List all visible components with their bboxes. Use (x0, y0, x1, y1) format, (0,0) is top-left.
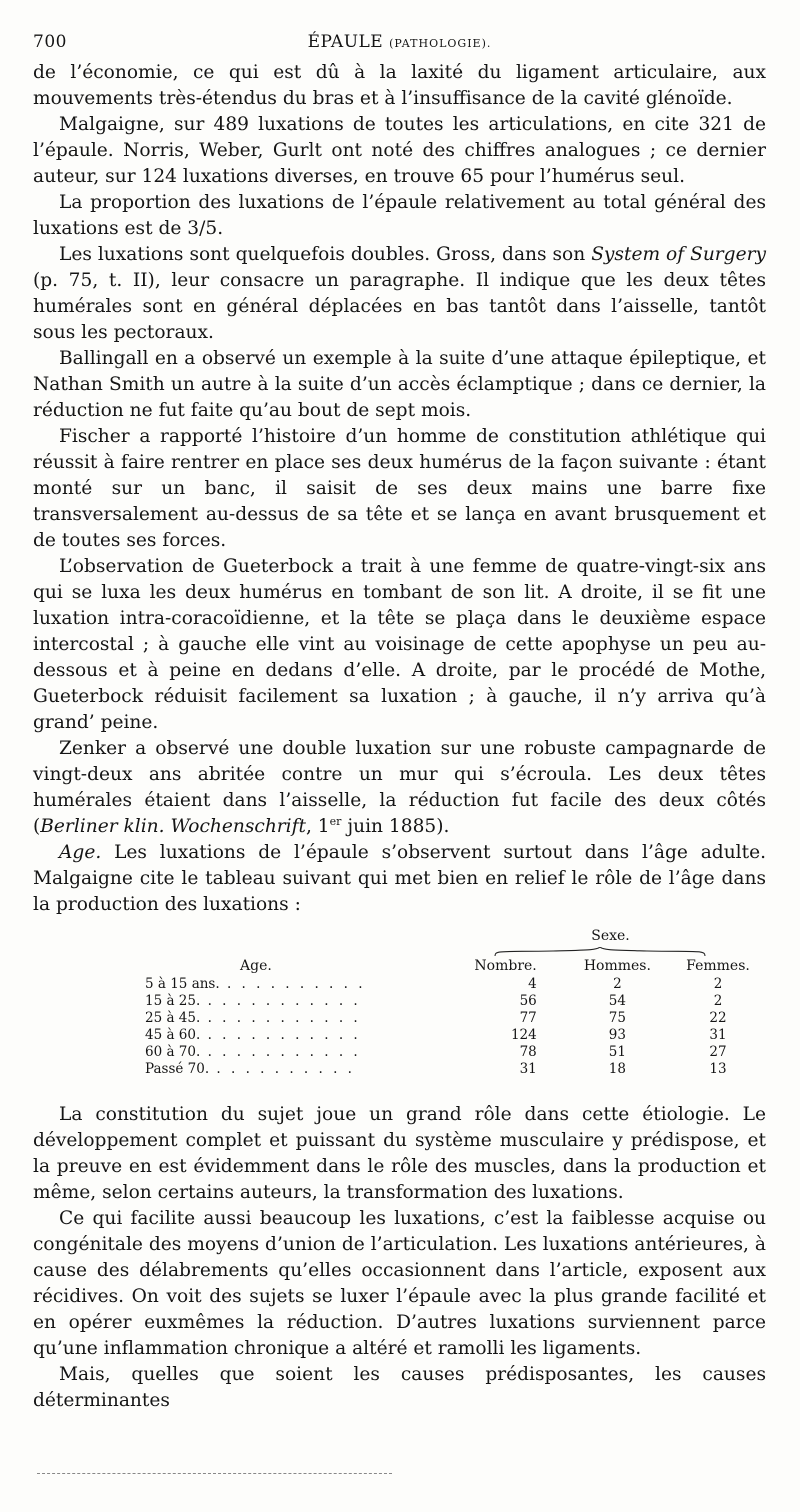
table-row: 15 à 25. . . . . . . . . . . . 56 54 2 (145, 993, 723, 1009)
paragraph-continuation: de l’économie, ce qui est dû à la laxité du ligament articulaire, aux mouvements très-étendus du bras et à l’insuffisance de la cavité glénoïde. (33, 62, 766, 109)
table-header-row (145, 956, 766, 976)
paragraph-age: Age. Les luxations de l’épaule s’observent surtout dans l’âge adulte. Malgaigne cite le tableau suivant qui met bien en relief le rôle de l’âge dans la production des luxations : (33, 842, 766, 915)
table-row: Passé 70. . . . . . . . . . . 31 18 13 (145, 1061, 727, 1077)
page (33, 32, 766, 1414)
page-header (33, 32, 766, 60)
brace-icon (493, 947, 708, 957)
footer-rule (37, 1473, 392, 1474)
paragraph-zenker: Zenker a observé une double luxation sur une robuste campagnarde de vingt-deux ans abritée contre un mur qui s’écroula. Les deux têtes humérales étaient dans l’aisselle, la réduction fut facile des deux côtés (Berliner klin. Wochenschrift, 1er juin 1885). (33, 738, 766, 837)
paragraph-faiblesse: Ce qui facilite aussi beaucoup les luxations, c’est la faiblesse acquise ou congénitale des moyens d’union de l’articulation. Les luxations antérieures, à cause des délabrements qu’elles occasionnent dans l’article, exposent aux récidives. On voit des sujets se luxer l’épaule avec la plus grande facilité et en opérer euxmêmes la réduction. D’autres luxations surviennent parce qu’une inflammation chronique a altéré et ramolli les ligaments. (33, 1208, 766, 1359)
col-nombre-header: Nombre. (474, 957, 537, 974)
paragraph-ballingall: Ballingall en a observé un exemple à la suite d’une attaque épileptique, et Nathan Smith un autre à la suite d’un accès éclamptique ; dans ce dernier, la réduction ne fut faite qu’au bout de sept mois. (33, 348, 766, 421)
running-title-sub: (PATHOLOGIE). (389, 37, 492, 50)
page-number: 700 (33, 32, 67, 52)
col-hommes-header: Hommes. (583, 957, 651, 974)
running-title (33, 32, 766, 52)
body-text-after-table (33, 1102, 766, 1414)
paragraph-malgaigne: Malgaigne, sur 489 luxations de toutes les articulations, en cite 321 de l’épaule. Norris, Weber, Gurlt ont noté des chiffres analogues ; ce dernier auteur, sur 124 luxations diverses, en trouve 65 pour l’humérus seul. (33, 114, 766, 187)
book-title: System of Surgery (591, 244, 766, 265)
journal-title: Berliner klin. Wochenschrift (40, 816, 306, 837)
paragraph-causes: Mais, quelles que soient les causes prédisposantes, les causes déterminantes (33, 1364, 766, 1411)
body-text (33, 60, 766, 918)
paragraph-gueterbock: L’observation de Gueterbock a trait à une femme de quatre-vingt-six ans qui se luxa les deux humérus en tombant de son lit. A droite, il se fit une luxation intra-coracoïdienne, et la tête se plaça dans le deuxième espace intercostal ; à gauche elle vint au voisinage de cette apophyse un peu au-dessous et à peine en dedans d’elle. A droite, par le procédé de Mothe, Gueterbock réduisit facilement sa luxation ; à gauche, il n’y arriva qu’à grand’ peine. (33, 556, 766, 733)
col-age-header: Age. (240, 957, 272, 974)
table-row: 25 à 45. . . . . . . . . . . . 77 75 22 (145, 1010, 727, 1026)
paragraph-proportion: La proportion des luxations de l’épaule relativement au total général des luxations est de 3/5. (33, 192, 766, 239)
table-group-header (33, 918, 766, 956)
paragraph-gross: Les luxations sont quelquefois doubles. Gross, dans son System of Surgery (p. 75, t. II), leur consacre un paragraphe. Il indique que les deux têtes humérales sont en général déplacées en bas tantôt dans l’aisselle, tantôt sous les pectoraux. (33, 244, 766, 343)
sexe-label: Sexe. (591, 928, 630, 944)
table-row: 5 à 15 ans. . . . . . . . . . . 4 2 2 (145, 976, 723, 992)
table-row: 45 à 60. . . . . . . . . . . . 124 93 31 (145, 1027, 727, 1043)
table-row: 60 à 70. . . . . . . . . . . . 78 51 27 (145, 1044, 727, 1060)
age-label: Age. (59, 842, 102, 863)
col-femmes-header: Femmes. (686, 957, 750, 974)
age-table (145, 956, 766, 1078)
paragraph-fischer: Fischer a rapporté l’histoire d’un homme de constitution athlétique qui réussit à faire rentrer en place ses deux humérus de la façon suivante : étant monté sur un banc, il saisit de ses deux mains une barre fixe transversalement au-dessus de sa tête et se lança en avant brusquement et de toutes ses forces. (33, 426, 766, 551)
running-title-main: ÉPAULE (307, 32, 384, 52)
paragraph-constitution: La constitution du sujet joue un grand rôle dans cette étiologie. Le développement complet et puissant du système musculaire y prédispose, et la preuve en est évidemment dans le rôle des muscles, dans la production et même, selon certains auteurs, la transformation des luxations. (33, 1104, 766, 1203)
